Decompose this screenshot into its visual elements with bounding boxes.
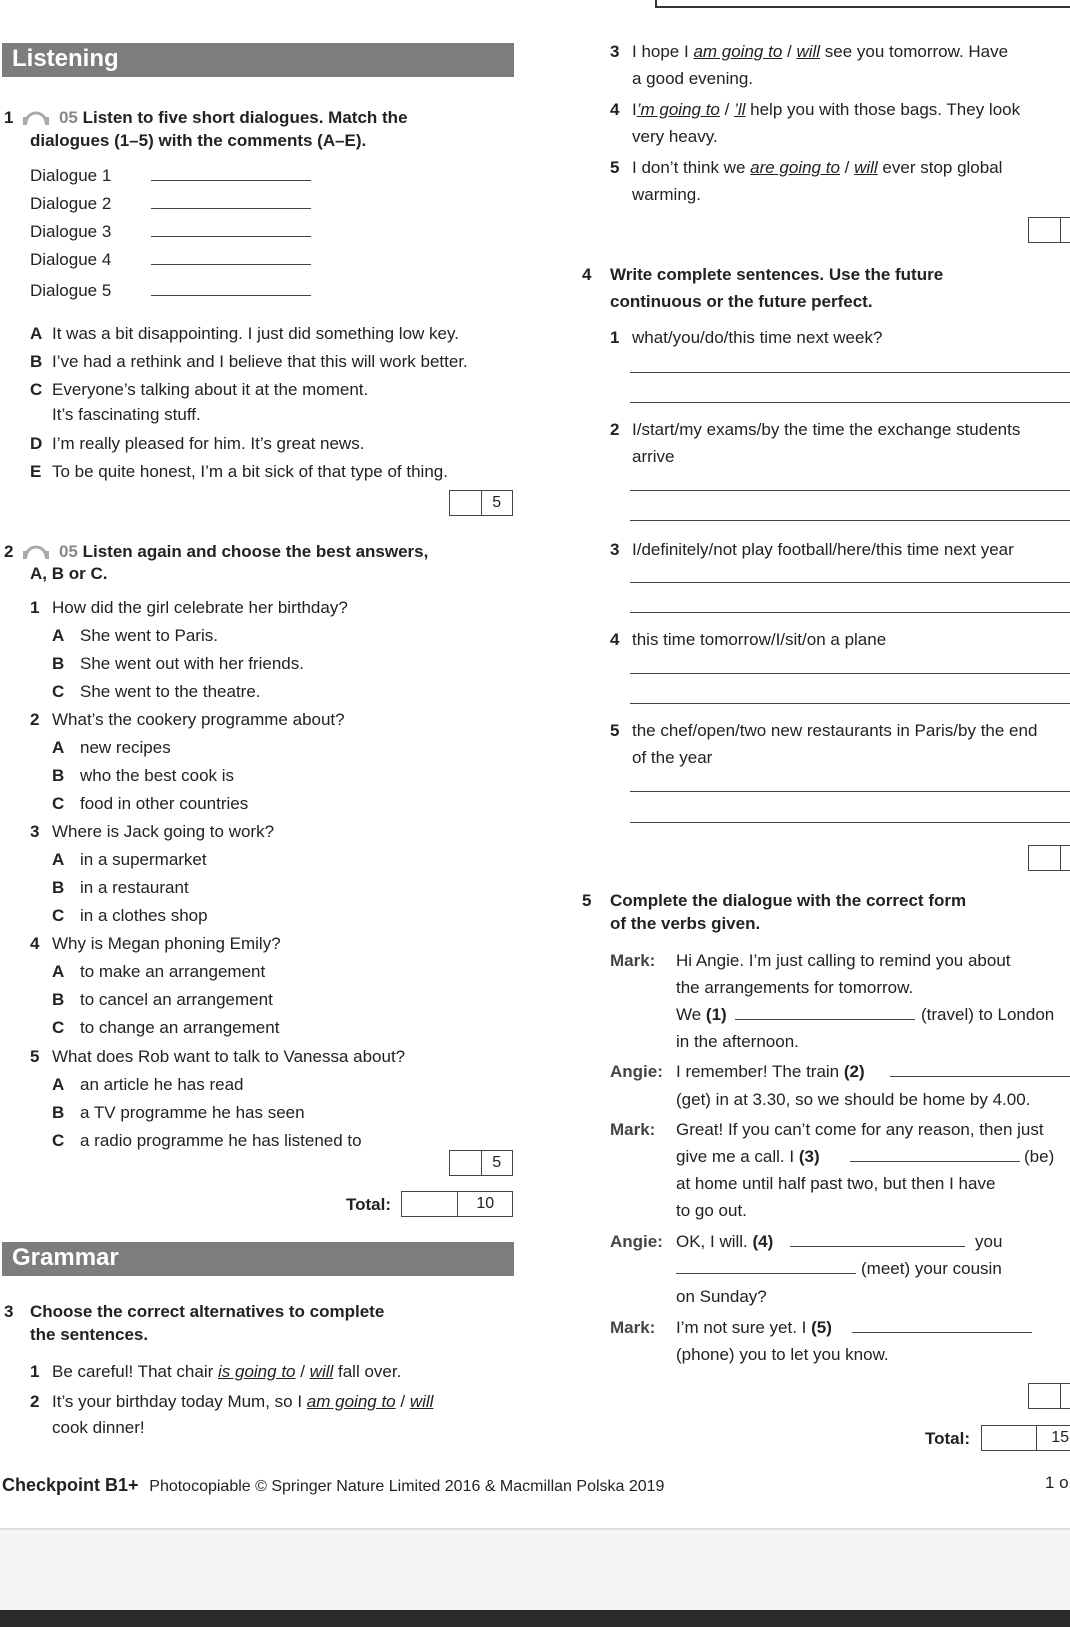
- dialogue-line: Great! If you can’t come for any reason, then just: [676, 1120, 1044, 1139]
- ex5-heading: 5 Complete the dialogue with the correct form: [582, 891, 967, 910]
- ex4-item: 1 what/you/do/this time next week?: [610, 328, 883, 347]
- viewer-toolbar: [0, 1610, 1070, 1627]
- grammar-section-bar: [2, 1242, 514, 1276]
- answer-line[interactable]: [151, 295, 311, 296]
- option-item[interactable]: C a radio programme he has listened to: [52, 1131, 362, 1150]
- alternative-option[interactable]: will: [409, 1392, 434, 1411]
- question-item: 4 Why is Megan phoning Emily?: [30, 934, 281, 953]
- writing-line[interactable]: [630, 582, 1070, 583]
- ex2-heading: 2 05 Listen again and choose the best answers,: [4, 542, 429, 561]
- writing-line[interactable]: [630, 791, 1070, 792]
- speaker-mark: Mark:: [610, 1318, 656, 1337]
- score-entry[interactable]: [450, 491, 482, 515]
- answer-line[interactable]: [151, 236, 311, 237]
- headphones-icon: [18, 540, 54, 560]
- option-item[interactable]: A in a supermarket: [52, 850, 207, 869]
- dialogue-line: I’m not sure yet. I (5): [676, 1318, 832, 1337]
- question-item: 3 Where is Jack going to work?: [30, 822, 275, 841]
- option-item[interactable]: B She went out with her friends.: [52, 654, 304, 673]
- ex4-item: 2 I/start/my exams/by the time the exchange students: [610, 420, 1021, 439]
- grammar-total-box: 15: [981, 1425, 1070, 1451]
- ex4-item: 5 the chef/open/two new restaurants in Paris/by the end: [610, 721, 1038, 740]
- speaker-mark: Mark:: [610, 951, 656, 970]
- option-item[interactable]: C food in other countries: [52, 794, 249, 813]
- writing-line[interactable]: [630, 520, 1070, 521]
- alternative-option[interactable]: am going to: [693, 42, 783, 61]
- ex4-score-box: [1028, 845, 1070, 871]
- question-item: 2 What’s the cookery programme about?: [30, 710, 345, 729]
- total-entry[interactable]: [982, 1426, 1037, 1450]
- ex3-instruction-2: the sentences.: [30, 1325, 149, 1344]
- answer-line[interactable]: [151, 180, 311, 181]
- question-item: 5 What does Rob want to talk to Vanessa about?: [30, 1047, 406, 1066]
- dialogue-label: Dialogue 4: [30, 250, 112, 269]
- dialogue-label: Dialogue 3: [30, 222, 112, 241]
- option-item[interactable]: B to cancel an arrangement: [52, 990, 273, 1009]
- comment-item: C Everyone’s talking about it at the moment.: [30, 380, 369, 399]
- verb-hint: (travel) to London: [921, 1005, 1055, 1024]
- dialogue-line: at home until half past two, but then I have: [676, 1174, 996, 1193]
- gap-4b[interactable]: [676, 1273, 856, 1274]
- dialogue-line: (get) in at 3.30, so we should be home by 4.00.: [676, 1090, 1031, 1109]
- option-item[interactable]: B in a restaurant: [52, 878, 189, 897]
- ex1-heading: 1 05 Listen to five short dialogues. Match the: [4, 108, 408, 127]
- sentence-2: 2 It’s your birthday today Mum, so I am going to / will: [30, 1392, 434, 1411]
- score-entry[interactable]: [1029, 218, 1061, 242]
- comment-item: It’s fascinating stuff.: [52, 405, 201, 424]
- sentence-1: 1 Be careful! That chair is going to / will fall over.: [30, 1362, 402, 1381]
- sentence-5: 5 I don’t think we are going to / will ever stop global: [610, 158, 1003, 177]
- answer-line[interactable]: [151, 208, 311, 209]
- answer-line[interactable]: [151, 264, 311, 265]
- page-number: 1 o: [1045, 1473, 1069, 1492]
- dialogue-line: We (1): [676, 1005, 727, 1024]
- comment-item: E To be quite honest, I’m a bit sick of that type of thing.: [30, 462, 448, 481]
- writing-line[interactable]: [630, 673, 1070, 674]
- gap-2[interactable]: [890, 1076, 1070, 1077]
- sentence-5-cont: warming.: [632, 185, 701, 204]
- dialogue-line: I remember! The train (2): [676, 1062, 865, 1081]
- gap-1[interactable]: [735, 1019, 915, 1020]
- dialogue-line: (phone) you to let you know.: [676, 1345, 889, 1364]
- writing-line[interactable]: [630, 372, 1070, 373]
- gap-4a[interactable]: [790, 1246, 965, 1247]
- ex5-score-box: [1028, 1383, 1070, 1409]
- comment-item: D I’m really pleased for him. It’s great news.: [30, 434, 365, 453]
- listening-section-bar: [2, 43, 514, 77]
- ex4-heading: 4 Write complete sentences. Use the future: [582, 265, 944, 284]
- writing-line[interactable]: [630, 490, 1070, 491]
- previous-box-edge: [655, 0, 1070, 8]
- listening-title: Listening: [12, 45, 119, 72]
- speaker-angie: Angie:: [610, 1062, 663, 1081]
- alternative-option[interactable]: ’ll: [734, 100, 746, 119]
- option-item[interactable]: C in a clothes shop: [52, 906, 208, 925]
- score-entry[interactable]: [450, 1151, 482, 1175]
- option-item[interactable]: A an article he has read: [52, 1075, 244, 1094]
- alternative-option[interactable]: is going to: [218, 1362, 296, 1381]
- alternative-option[interactable]: will: [309, 1362, 334, 1381]
- option-item[interactable]: A She went to Paris.: [52, 626, 218, 645]
- alternative-option[interactable]: will: [854, 158, 878, 177]
- dialogue-label: Dialogue 2: [30, 194, 112, 213]
- grammar-title: Grammar: [12, 1244, 119, 1271]
- ex5-instruction-2: of the verbs given.: [610, 914, 761, 933]
- verb-hint: (be): [1024, 1147, 1055, 1166]
- ex1-instruction-2: dialogues (1–5) with the comments (A–E).: [30, 131, 367, 150]
- gap-3[interactable]: [850, 1161, 1020, 1162]
- ex2-score-box: 5: [449, 1150, 513, 1176]
- dialogue-line: the arrangements for tomorrow.: [676, 978, 914, 997]
- option-item[interactable]: C to change an arrangement: [52, 1018, 280, 1037]
- headphones-icon: [18, 106, 54, 126]
- ex3-score-box: [1028, 217, 1070, 243]
- score-entry[interactable]: [1029, 1384, 1061, 1408]
- ex4-item: 4 this time tomorrow/I/sit/on a plane: [610, 630, 887, 649]
- viewer-gap: [0, 1530, 1070, 1610]
- dialogue-line: you: [975, 1232, 1003, 1251]
- alternative-option[interactable]: am going to: [306, 1392, 396, 1411]
- dialogue-line: on Sunday?: [676, 1287, 767, 1306]
- writing-line[interactable]: [630, 612, 1070, 613]
- dialogue-line: to go out.: [676, 1201, 747, 1220]
- dialogue-line: in the afternoon.: [676, 1032, 799, 1051]
- sentence-4-cont: very heavy.: [632, 127, 718, 146]
- option-item[interactable]: A to make an arrangement: [52, 962, 266, 981]
- sentence-3-cont: a good evening.: [632, 69, 753, 88]
- sentence-4: 4 I’m going to / ’ll help you with those bags. They look: [610, 100, 1021, 119]
- option-item[interactable]: A new recipes: [52, 738, 171, 757]
- footer: [2, 1475, 664, 1496]
- comment-item: A It was a bit disappointing. I just did something low key.: [30, 324, 459, 343]
- ex2-instruction-2: A, B or C.: [30, 564, 108, 583]
- copyright: Photocopiable © Springer Nature Limited 2016 & Macmillan Polska 2019: [149, 1478, 665, 1495]
- alternative-option[interactable]: will: [796, 42, 821, 61]
- sentence-2-cont: cook dinner!: [52, 1418, 145, 1437]
- brand-name: Checkpoint B1+: [2, 1475, 139, 1495]
- question-item: 1 How did the girl celebrate her birthday?: [30, 598, 348, 617]
- option-item[interactable]: C She went to the theatre.: [52, 682, 261, 701]
- total-entry[interactable]: [402, 1192, 458, 1216]
- dialogue-line: give me a call. I (3): [676, 1147, 820, 1166]
- speaker-mark: Mark:: [610, 1120, 656, 1139]
- dialogue-line: Hi Angie. I’m just calling to remind you about: [676, 951, 1011, 970]
- dialogue-line: OK, I will. (4): [676, 1232, 774, 1251]
- option-item[interactable]: B a TV programme he has seen: [52, 1103, 305, 1122]
- dialogue-label: Dialogue 5: [30, 281, 112, 300]
- ex4-item-cont: of the year: [632, 748, 713, 767]
- comment-item: B I’ve had a rethink and I believe that this will work better.: [30, 352, 468, 371]
- ex4-instruction-2: continuous or the future perfect.: [610, 292, 873, 311]
- writing-line[interactable]: [630, 822, 1070, 823]
- listening-total-label: Total:: [346, 1195, 392, 1214]
- speaker-angie: Angie:: [610, 1232, 663, 1251]
- ex4-item-cont: arrive: [632, 447, 675, 466]
- option-item[interactable]: B who the best cook is: [52, 766, 235, 785]
- writing-line[interactable]: [630, 703, 1070, 704]
- grammar-total-label: Total:: [925, 1429, 971, 1448]
- ex4-item: 3 I/definitely/not play football/here/this time next year: [610, 540, 1014, 559]
- dialogue-label: Dialogue 1: [30, 166, 112, 185]
- ex1-score-box: 5: [449, 490, 513, 516]
- listening-total-box: 10: [401, 1191, 513, 1217]
- writing-line[interactable]: [630, 402, 1070, 403]
- alternative-option[interactable]: ’m going to: [636, 100, 720, 119]
- verb-hint: (meet) your cousin: [861, 1259, 1002, 1278]
- gap-5[interactable]: [852, 1332, 1032, 1333]
- alternative-option[interactable]: are going to: [750, 158, 840, 177]
- ex3-heading: 3 Choose the correct alternatives to complete: [4, 1302, 385, 1321]
- score-entry[interactable]: [1029, 846, 1061, 870]
- sentence-3: 3 I hope I am going to / will see you tomorrow. Have: [610, 42, 1009, 61]
